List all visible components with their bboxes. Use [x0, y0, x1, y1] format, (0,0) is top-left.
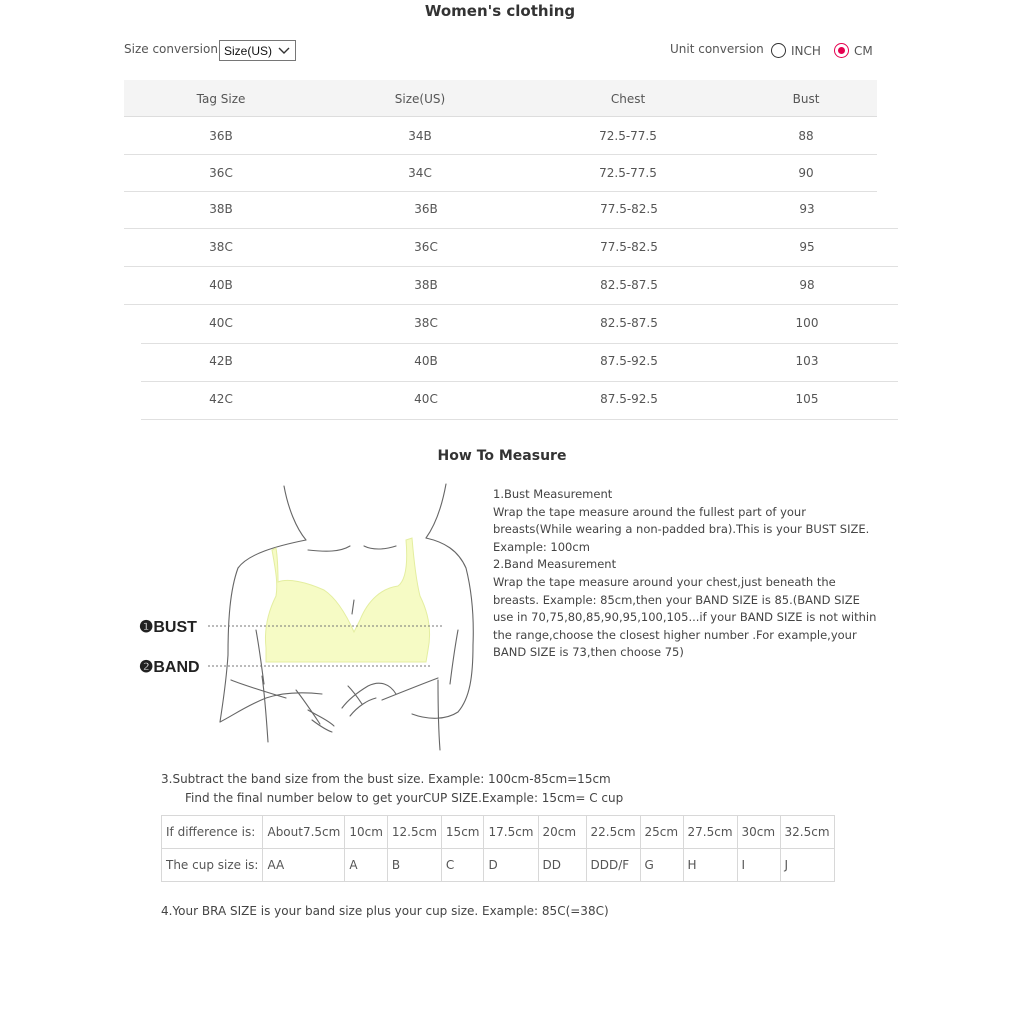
how-to-measure-title: How To Measure — [437, 448, 567, 464]
instruction-step-1-text: Wrap the tape measure around the fullest part of your breasts(While wearing a non-padded bra).This is your BUST SIZE. Example: 100cm — [493, 504, 870, 554]
size-table-cell: 38C — [209, 240, 233, 254]
step-3-line-2: Find the final number below to get yourCUP SIZE.Example: 15cm= C cup — [185, 791, 624, 805]
size-table-cell: 105 — [795, 392, 819, 406]
instruction-step-2-text: Wrap the tape measure around your chest,just beneath the breasts. Example: 85cm,then your BAND SIZE is 85.(BAND SIZE use in 70,75,80,85,90,95,100,105...if your BAND SIZE is not within the range,choose the closest higher number .For example,your BAND SIZE is 73,then choose 75) — [493, 574, 877, 660]
size-table-cell: 87.5-92.5 — [600, 354, 658, 368]
difference-cell: 17.5cm — [484, 816, 538, 849]
size-table-cell: 98 — [799, 278, 815, 292]
cup-size-cell: B — [387, 849, 441, 882]
table-row-divider — [124, 191, 877, 192]
unit-radio-inch[interactable] — [771, 43, 821, 58]
size-table-cell: 34C — [408, 166, 432, 180]
table-row-divider — [141, 381, 898, 382]
size-table-cell: 82.5-87.5 — [600, 278, 658, 292]
size-table-header-cell: Size(US) — [394, 92, 446, 106]
cup-size-cell: DD — [538, 849, 586, 882]
difference-cell: If difference is: — [162, 816, 263, 849]
table-row-divider — [124, 304, 898, 305]
size-table-cell: 103 — [795, 354, 819, 368]
chevron-down-icon — [278, 47, 290, 55]
size-table-cell: 42C — [209, 392, 233, 406]
size-conversion-label: Size conversion — [124, 42, 218, 56]
size-table-header-cell: Chest — [610, 92, 646, 106]
cup-size-cell: H — [683, 849, 737, 882]
unit-radio-inch-label: INCH — [791, 43, 821, 58]
difference-cell: 22.5cm — [586, 816, 640, 849]
size-table-cell: 90 — [798, 166, 814, 180]
size-table-cell: 38B — [414, 278, 438, 292]
step-3-text — [161, 770, 623, 808]
size-table-cell: 38B — [209, 202, 233, 216]
size-table-cell: 42B — [209, 354, 233, 368]
instruction-step-2-title: 2.Band Measurement — [493, 557, 617, 572]
table-row-divider — [141, 343, 898, 344]
cup-size-cell: The cup size is: — [162, 849, 263, 882]
cup-size-cell: A — [345, 849, 388, 882]
size-table-cell: 40B — [209, 278, 233, 292]
unit-radio-cm[interactable] — [834, 43, 873, 58]
size-table-cell: 40C — [209, 316, 233, 330]
size-table-cell: 40C — [414, 392, 438, 406]
size-table-cell: 77.5-82.5 — [600, 202, 658, 216]
instruction-step-1-title: 1.Bust Measurement — [493, 487, 613, 501]
size-table-cell: 38C — [414, 316, 438, 330]
difference-cell: 30cm — [737, 816, 780, 849]
size-table-cell: 36B — [414, 202, 438, 216]
table-row-divider — [124, 154, 877, 155]
difference-cell: About7.5cm — [263, 816, 345, 849]
size-table-cell: 82.5-87.5 — [600, 316, 658, 330]
size-table-cell: 77.5-82.5 — [600, 240, 658, 254]
unit-radio-cm-label: CM — [854, 43, 873, 58]
cup-size-cell: AA — [263, 849, 345, 882]
size-table-cell: 93 — [799, 202, 815, 216]
measure-instructions — [493, 486, 883, 662]
cup-size-cell: I — [737, 849, 780, 882]
bust-label: ❶BUST — [139, 619, 197, 636]
size-table-header-cell: Tag Size — [196, 92, 246, 106]
difference-cell: 20cm — [538, 816, 586, 849]
difference-cell: 27.5cm — [683, 816, 737, 849]
size-table-cell: 40B — [414, 354, 438, 368]
page-title: Women's clothing — [424, 2, 576, 20]
size-table-cell: 34B — [408, 129, 432, 143]
radio-selected-icon — [834, 43, 849, 58]
band-label: ❷BAND — [139, 659, 200, 676]
cup-size-cell: G — [640, 849, 683, 882]
difference-cell: 15cm — [441, 816, 484, 849]
difference-cell: 25cm — [640, 816, 683, 849]
size-table-cell: 72.5-77.5 — [599, 129, 657, 143]
cup-size-cell: C — [441, 849, 484, 882]
difference-row — [162, 816, 835, 849]
step-3-line-1: 3.Subtract the band size from the bust size. Example: 100cm-85cm=15cm — [161, 772, 611, 786]
table-row-divider — [141, 419, 898, 420]
size-table-cell: 36C — [209, 166, 233, 180]
table-row-divider — [124, 228, 898, 229]
size-table-cell: 95 — [799, 240, 815, 254]
difference-cell: 12.5cm — [387, 816, 441, 849]
table-row-divider — [124, 266, 898, 267]
difference-cell: 10cm — [345, 816, 388, 849]
size-conversion-select[interactable] — [219, 40, 296, 61]
cup-size-cell: J — [780, 849, 834, 882]
radio-unselected-icon — [771, 43, 786, 58]
size-table-header-cell: Bust — [792, 92, 820, 106]
size-table-cell: 72.5-77.5 — [599, 166, 657, 180]
cup-size-row — [162, 849, 835, 882]
difference-cell: 32.5cm — [780, 816, 834, 849]
measurement-illustration — [136, 480, 486, 755]
size-select-value: Size(US) — [224, 43, 273, 58]
size-table-cell: 100 — [795, 316, 819, 330]
size-table-cell: 88 — [798, 129, 814, 143]
cup-size-cell: D — [484, 849, 538, 882]
unit-conversion-label: Unit conversion — [670, 42, 764, 56]
cup-size-cell: DDD/F — [586, 849, 640, 882]
cup-size-table — [161, 815, 835, 882]
size-table-cell: 87.5-92.5 — [600, 392, 658, 406]
size-table-cell: 36B — [209, 129, 233, 143]
step-4-text: 4.Your BRA SIZE is your band size plus your cup size. Example: 85C(=38C) — [161, 904, 609, 918]
size-table-cell: 36C — [414, 240, 438, 254]
